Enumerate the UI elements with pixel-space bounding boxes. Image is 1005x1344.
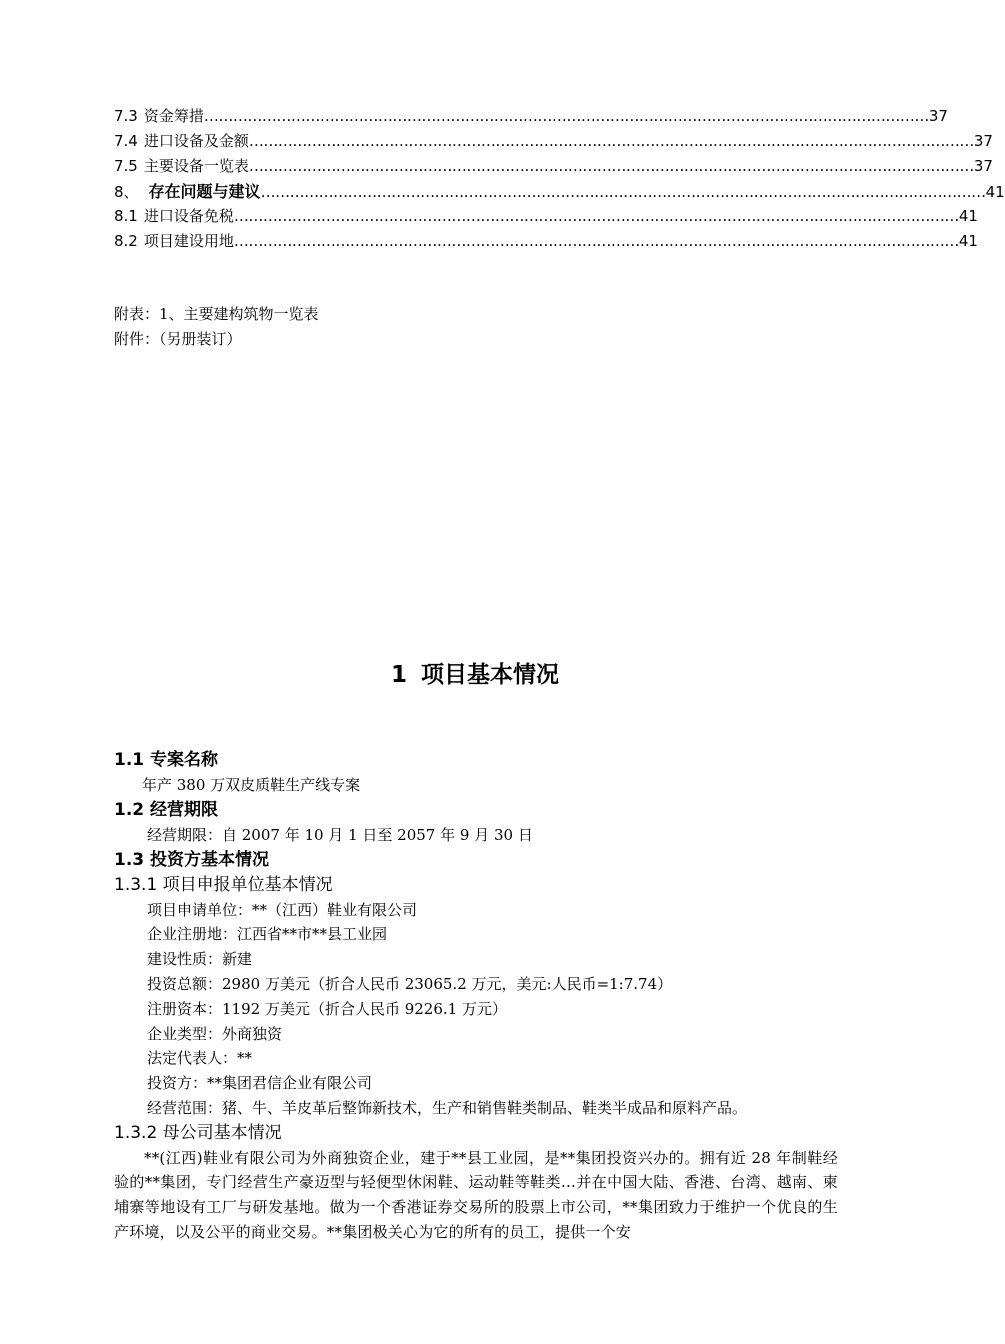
toc-page-number: 37 — [973, 132, 993, 150]
parent-company-paragraph: **(江西)鞋业有限公司为外商独资企业，建于**县工业园，是**集团投资兴办的。拥有近 28 年制鞋经验的**集团，专门经营生产豪迈型与轻便型休闲鞋、运动鞋等鞋类…并在中国大陆、香港、台湾、越南、柬埔寨等地设有工厂与研发基地。做为一个香港证券交易所的股票上市公司，**集团致力于维护一个优良的生产环境，以及公平的商业交易。**集团极关心为它的所有的员工，提供一个安 — [114, 1148, 838, 1241]
info-line: 注册资本：1192 万美元（折合人民币 9226.1 万元） — [147, 999, 507, 1018]
chapter-title — [0, 658, 950, 692]
toc-number: 8、 — [114, 183, 139, 201]
chapter-title-text: 项目基本情况 — [421, 662, 559, 688]
toc-title: 项目建设用地 — [143, 232, 234, 250]
chapter-content — [114, 748, 838, 1244]
toc-row[interactable] — [114, 179, 1005, 204]
info-line: 项目申请单位：**（江西）鞋业有限公司 — [147, 900, 418, 919]
info-line: 企业类型：外商独资 — [147, 1024, 283, 1043]
section-heading-1-3-2: 1.3.2 母公司基本情况 — [114, 1122, 282, 1143]
info-line: 企业注册地：江西省**市**县工业园 — [147, 925, 388, 944]
appendix-notes — [114, 302, 319, 352]
toc-number: 8.2 — [114, 232, 138, 250]
section-heading-1-2: 1.2 经营期限 — [114, 799, 219, 820]
section-heading-1-3-1: 1.3.1 项目申报单位基本情况 — [114, 874, 333, 895]
toc-leader: …………………………………………………………………………………………………………………………………… — [233, 232, 959, 250]
appendix-table-line: 附表：1、主要建构筑物一览表 — [114, 305, 319, 323]
toc-title: 进口设备及金额 — [143, 132, 249, 150]
toc-leader: …………………………………………………………………………………………………………………………………… — [203, 107, 929, 125]
toc-leader: …………………………………………………………………………………………………………………………………… — [248, 157, 974, 175]
info-line: 投资方：**集团君信企业有限公司 — [147, 1074, 373, 1093]
info-line: 投资总额：2980 万美元（折合人民币 23065.2 万元，美元:人民币=1:7.74） — [147, 974, 673, 993]
chapter-number: 1 — [390, 662, 407, 688]
project-name-text: 年产 380 万双皮质鞋生产线专案 — [142, 776, 361, 794]
toc-page-number: 37 — [928, 107, 948, 125]
toc-row[interactable] — [114, 204, 978, 229]
info-line: 经营范围：猪、牛、羊皮革后整饰新技术，生产和销售鞋类制品、鞋类半成品和原料产品。 — [147, 1098, 748, 1117]
info-line: 法定代表人：** — [147, 1049, 253, 1068]
toc-page-number: 41 — [958, 207, 978, 225]
section-heading-1-1: 1.1 专案名称 — [114, 750, 219, 770]
toc-number: 7.5 — [114, 157, 138, 175]
toc-row[interactable] — [114, 129, 993, 154]
toc-leader: …………………………………………………………………………………………………………………………………… — [233, 207, 959, 225]
operating-period-text: 经营期限：自 2007 年 10 月 1 日至 2057 年 9 月 30 日 — [147, 825, 533, 844]
toc-title: 资金筹措 — [143, 107, 204, 125]
toc-page-number: 41 — [958, 232, 978, 250]
attachment-line: 附件：（另册装订） — [114, 330, 242, 348]
table-of-contents — [114, 104, 1005, 254]
toc-number: 7.4 — [114, 132, 138, 150]
toc-row[interactable] — [114, 229, 978, 254]
toc-leader: …………………………………………………………………………………………………………………………………… — [260, 183, 986, 201]
toc-title: 进口设备免税 — [143, 207, 234, 225]
toc-title: 主要设备一览表 — [143, 157, 249, 175]
toc-page-number: 41 — [985, 183, 1005, 201]
toc-number: 8.1 — [114, 207, 138, 225]
toc-number: 7.3 — [114, 107, 138, 125]
info-line: 建设性质：新建 — [147, 950, 253, 969]
section-heading-1-3: 1.3 投资方基本情况 — [114, 849, 270, 870]
toc-row[interactable] — [114, 104, 948, 129]
toc-page-number: 37 — [973, 157, 993, 175]
toc-leader: …………………………………………………………………………………………………………………………………… — [248, 132, 974, 150]
toc-title: 存在问题与建议 — [148, 182, 261, 201]
toc-row[interactable] — [114, 154, 993, 179]
